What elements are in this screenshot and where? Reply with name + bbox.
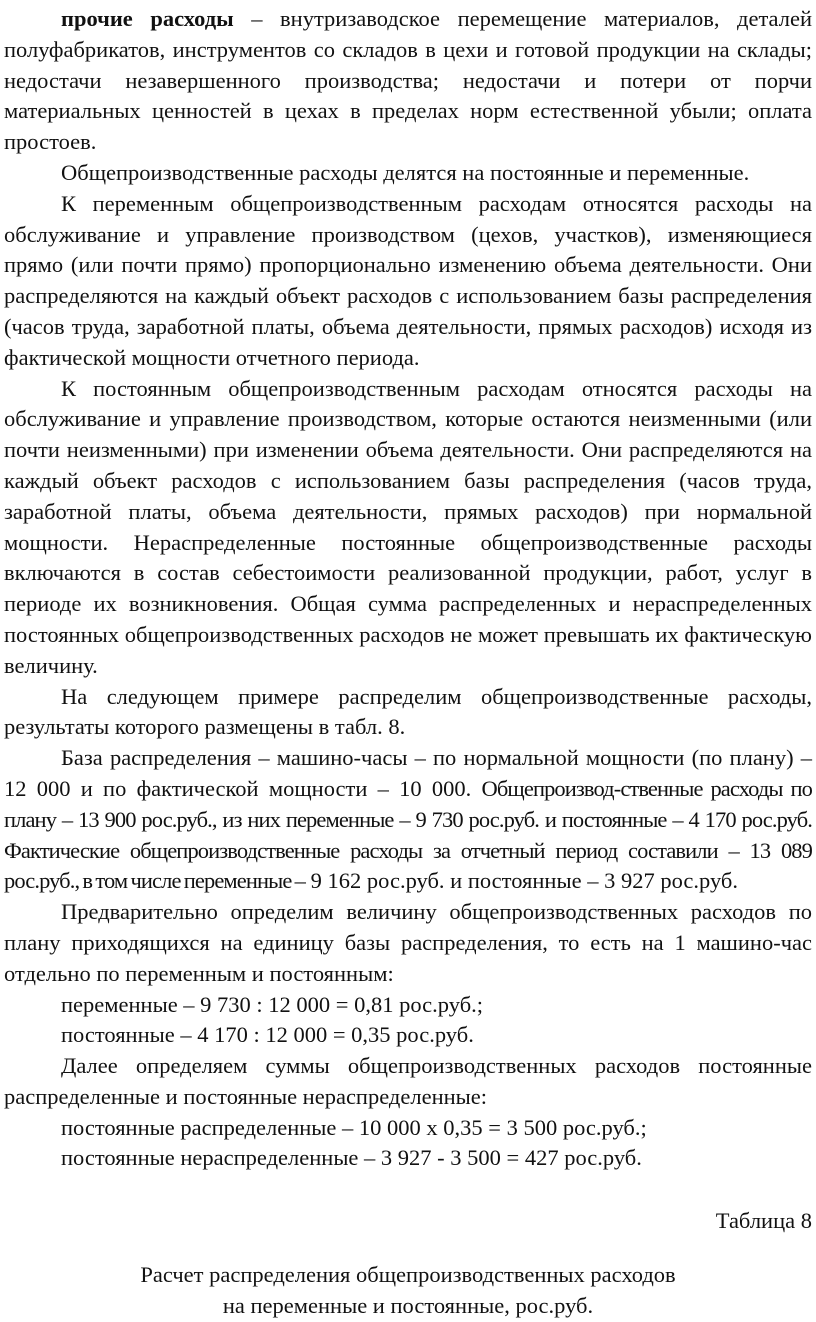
formula-fixed-allocated: постоянные распределенные – 10 000 х 0,35 = 3 500 рос.руб.; [61, 1114, 647, 1140]
paragraph-division: Общепроизводственные расходы делятся на постоянные и переменные. [61, 159, 750, 185]
paragraph-fixed-expenses: К постоянным общепроизводственным расходам относятся расходы на обслуживание и управление производством, которые остаются неизменными (или почти неизменными) при изменении объема деятельности. Они распределяются на каждый объект расходов с использованием базы распределения (часов труда, заработной платы, объема деятельности, прямых расходов) при нормальной мощности. Нераспределенные постоянные общепроизводственные расходы включаются в состав себестоимости реализованной продукции, работ, услуг в периоде их возникновения. Общая сумма распределенных и нераспределенных постоянных общепроизводственных расходов не может превышать их фактическую величину. [4, 375, 812, 678]
spacer [4, 1174, 812, 1206]
example-expenses-text: Общепроизвод-ственные расходы по плану – 13 900 рос.руб., из них переменные – 9 730 рос.руб. и постоянные – 4 170 рос.руб. Фактические общепроизводственные расходы за отчетный период составили – 13 089 рос.руб., в том числе переменные – [4, 775, 812, 894]
term-other-expenses: прочие расходы [61, 6, 234, 31]
paragraph-example-data [4, 743, 812, 897]
paragraph-allocation-intro: Далее определяем суммы общепроизводственных расходов постоянные распределенные и постоянные нераспределенные: [4, 1053, 812, 1109]
paragraph-variable-expenses: К переменным общепроизводственным расходам относятся расходы на обслуживание и управление производством (цехов, участков), изменяющиеся прямо (или почти прямо) пропорционально изменению объема деятельности. Они распределяются на каждый объект расходов с использованием базы распределения (часов труда, заработной платы, объема деятельности, прямых расходов) исходя из фактической мощности отчетного периода. [4, 190, 812, 370]
formula-variable-rate: переменные – 9 730 : 12 000 = 0,81 рос.руб.; [61, 991, 484, 1017]
paragraph-other-expenses-text: – внутризаводское перемещение материалов, деталей полуфабрикатов, инструментов со складов в цехи и готовой продукции на склады; недостачи незавершенного производства; недостачи и потери от порчи материальных ценностей в цехах в пределах норм естественной убыли; оплата простоев. [4, 6, 812, 155]
formula-fixed-unallocated: постоянные нераспределенные – 3 927 - 3 500 = 427 рос.руб. [61, 1145, 642, 1171]
document-page [4, 4, 812, 1322]
paragraph-example-intro: На следующем примере распределим общепроизводственные расходы, результаты которого размещены в табл. 8. [4, 683, 812, 740]
table-caption-line-1: Расчет распределения общепроизводственных расходов [140, 1262, 676, 1288]
table-label: Таблица 8 [715, 1208, 812, 1234]
table-caption [4, 1260, 812, 1322]
paragraph-other-expenses [4, 4, 812, 158]
table-caption-line-2: на переменные и постоянные, рос.руб. [222, 1292, 594, 1318]
paragraph-rate-intro: Предварительно определим величину общепроизводственных расходов по плану приходящихся на единицу базы распределения, то есть на 1 машино-час отдельно по переменным и постоянным: [4, 899, 812, 986]
example-base-text: База распределения – машино-часы – по нормальной мощности (по плану) – 12 000 и по фактической мощности – 10 000. [4, 745, 812, 801]
formula-fixed-rate: постоянные – 4 170 : 12 000 = 0,35 рос.руб. [61, 1022, 474, 1048]
example-expenses-tail: 9 162 рос.руб. и постоянные – 3 927 рос.руб. [305, 868, 738, 894]
